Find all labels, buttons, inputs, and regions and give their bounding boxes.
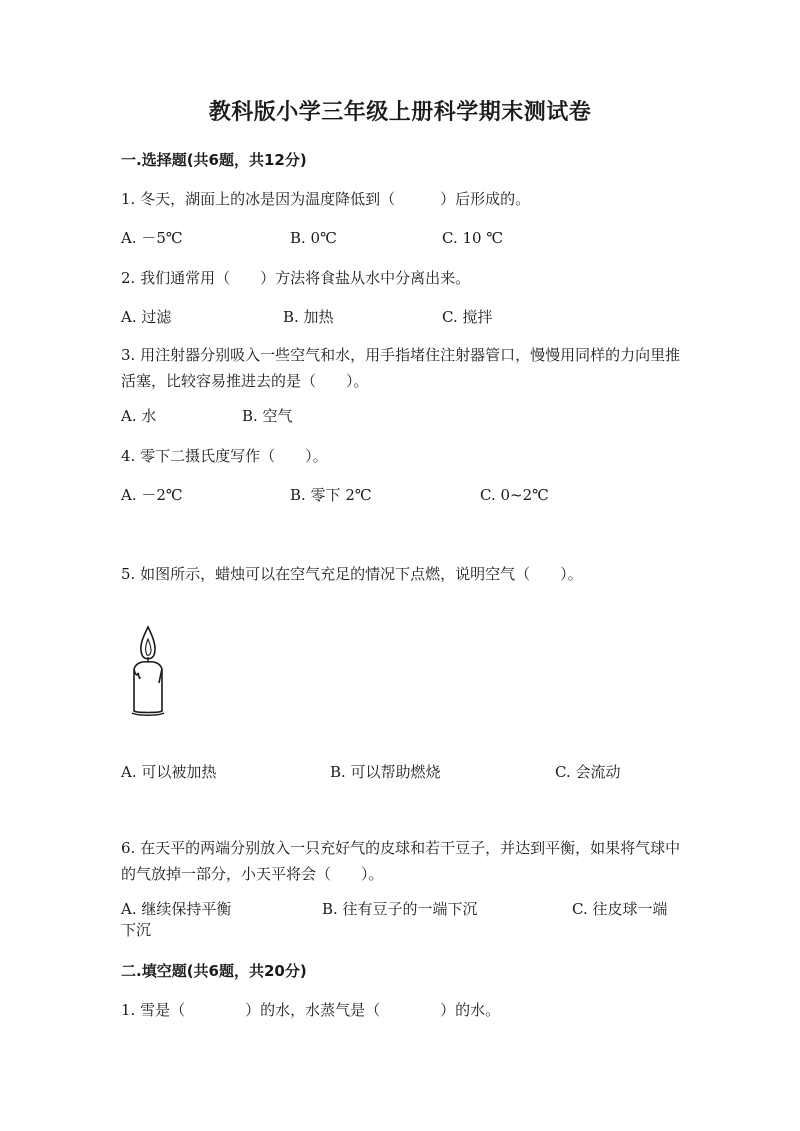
question-5-option-b: B. 可以帮助燃烧 [330, 763, 441, 781]
page-title: 教科版小学三年级上册科学期末测试卷 [208, 100, 592, 125]
question-1-option-a: A. －5℃ [121, 229, 183, 247]
question-6-option-a: A. 继续保持平衡 [121, 900, 232, 918]
question-4-option-a: A. －2℃ [121, 486, 183, 504]
question-2-option-c: C. 搅拌 [442, 308, 493, 326]
question-1-option-b: B. 0℃ [290, 229, 337, 247]
question-3-option-b: B. 空气 [242, 407, 293, 425]
question-5-option-c: C. 会流动 [555, 763, 621, 781]
question-2-option-b: B. 加热 [283, 308, 334, 326]
section-heading-fill: 二.填空题(共6题，共20分) [121, 962, 307, 980]
question-3-stem: 3. 用注射器分别吸入一些空气和水，用手指堵住注射器管口，慢慢用同样的力向里推活塞，比较容易推进去的是（ ）。 [121, 346, 681, 390]
question-5-stem: 5. 如图所示，蜡烛可以在空气充足的情况下点燃，说明空气（ ）。 [121, 565, 583, 583]
question-6-option-b: B. 往有豆子的一端下沉 [322, 900, 478, 918]
question-1-stem: 1. 冬天，湖面上的冰是因为温度降低到（ ）后形成的。 [121, 190, 531, 208]
question-6-stem: 6. 在天平的两端分别放入一只充好气的皮球和若干豆子，并达到平衡，如果将气球中的气放掉一部分，小天平将会（ ）。 [121, 839, 681, 883]
fill-question-1-stem: 1. 雪是（ ）的水，水蒸气是（ ）的水。 [121, 1001, 501, 1019]
question-6-option-c: C. 往皮球一端 [572, 900, 668, 918]
question-6-option-c-continued: 下沉 [121, 921, 152, 939]
section-heading-choice: 一.选择题(共6题，共12分) [121, 151, 307, 169]
question-3-option-a: A. 水 [121, 407, 157, 425]
question-2-option-a: A. 过滤 [121, 308, 172, 326]
question-5-option-a: A. 可以被加热 [121, 763, 217, 781]
question-2-stem: 2. 我们通常用（ ）方法将食盐从水中分离出来。 [121, 269, 471, 287]
candle-icon [128, 625, 168, 717]
question-4-stem: 4. 零下二摄氏度写作（ ）。 [121, 447, 328, 465]
question-4-option-c: C. 0~2℃ [480, 486, 549, 504]
question-1-option-c: C. 10 ℃ [442, 229, 504, 247]
question-4-option-b: B. 零下 2℃ [290, 486, 372, 504]
